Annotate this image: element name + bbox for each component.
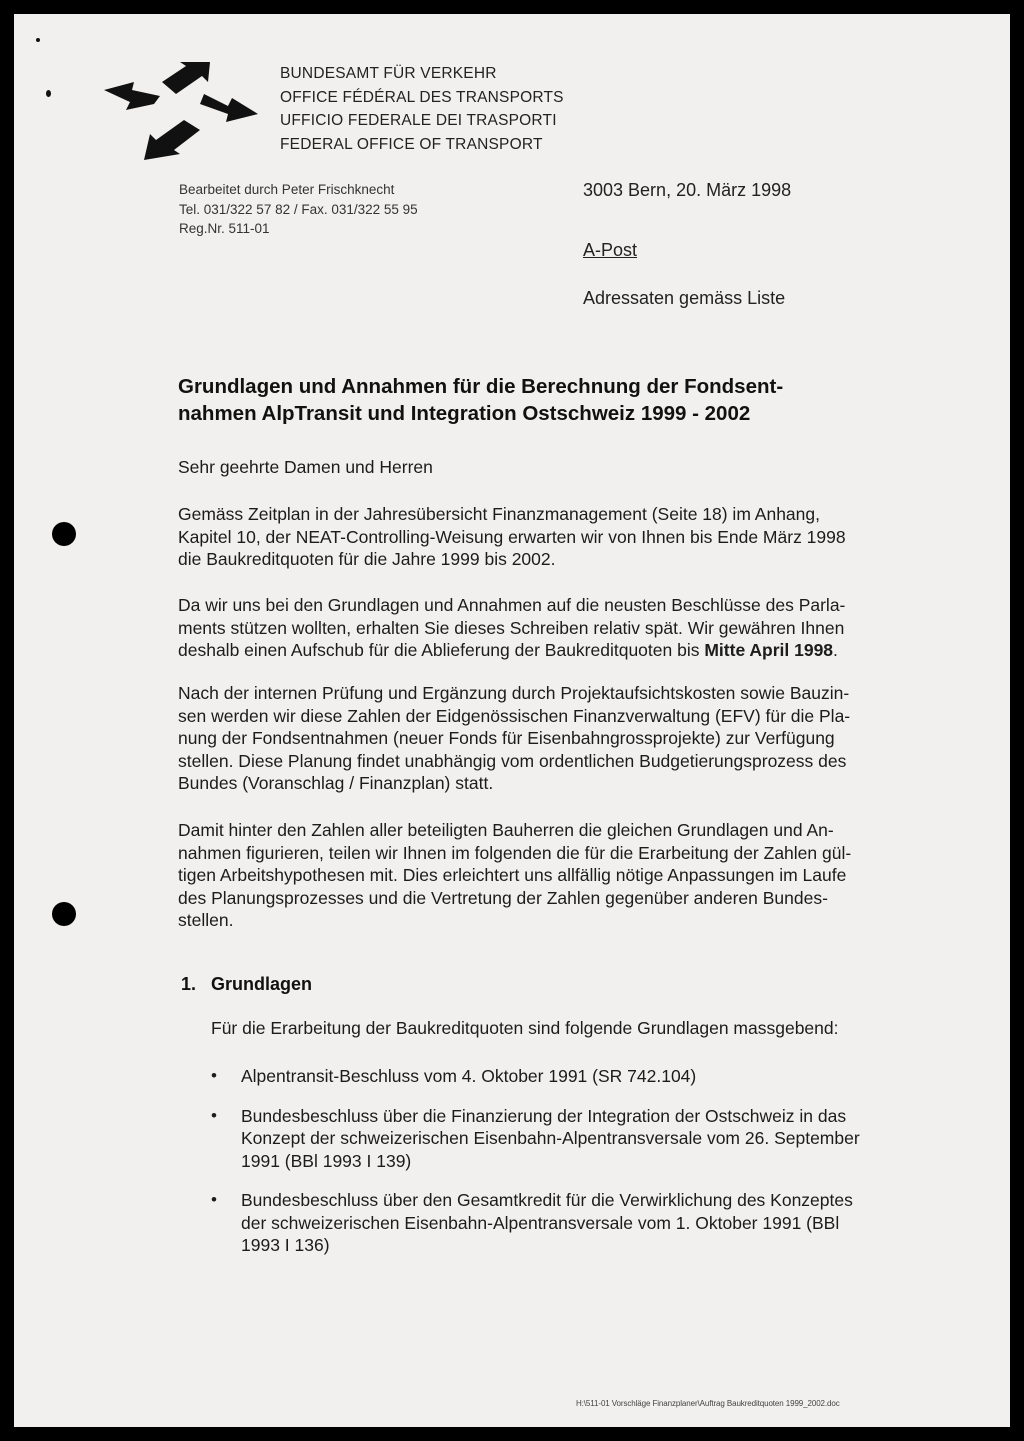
text-line: tigen Arbeitshypothesen mit. Dies erleichtert uns allfällig nötige Anpassungen im Laufe bbox=[178, 865, 847, 885]
text-line: ments stützen wollten, erhalten Sie dieses Schreiben relativ spät. Wir gewähren Ihnen bbox=[178, 617, 845, 638]
text-line bbox=[178, 639, 938, 662]
bullet-icon: • bbox=[211, 1066, 217, 1085]
text-line: Da wir uns bei den Grundlagen und Annahmen auf die neusten Beschlüsse des Parla- bbox=[178, 595, 846, 615]
text-line: nung der Fondsentnahmen (neuer Fonds für Eisenbahngrossprojekte) zur Verfügung bbox=[178, 728, 835, 748]
file-path-footer: H:\511-01 Vorschläge Finanzplaner\Auftrag Baukreditquoten 1999_2002.doc bbox=[576, 1399, 840, 1408]
org-line-it: UFFICIO FEDERALE DEI TRASPORTI bbox=[280, 112, 557, 129]
text-line: Alpentransit-Beschluss vom 4. Oktober 1991 (SR 742.104) bbox=[241, 1066, 697, 1086]
text-line: Bundesbeschluss über den Gesamtkredit für die Verwirklichung des Konzeptes bbox=[241, 1190, 853, 1210]
list-item bbox=[208, 1189, 938, 1257]
text-line: sen werden wir diese Zahlen der Eidgenössischen Finanzverwaltung (EFV) für die Pla- bbox=[178, 705, 851, 726]
subject-line-1: Grundlagen und Annahmen für die Berechnung der Fondsent- bbox=[178, 375, 784, 398]
text-line: Damit hinter den Zahlen aller beteiligten Bauherren die gleichen Grundlagen und An- bbox=[178, 820, 834, 840]
org-line-fr: OFFICE FÉDÉRAL DES TRANSPORTS bbox=[280, 88, 564, 106]
organization-name bbox=[280, 62, 564, 156]
bullet-icon: • bbox=[211, 1190, 217, 1209]
bullet-icon: • bbox=[211, 1105, 217, 1125]
section-title: Grundlagen bbox=[211, 974, 313, 994]
text-line: Nach der internen Prüfung und Ergänzung durch Projektaufsichtskosten sowie Bauzin- bbox=[178, 683, 850, 703]
date-line: 3003 Bern, 20. März 1998 bbox=[583, 180, 792, 200]
text-line: der schweizerischen Eisenbahn-Alpentransversale vom 1. Oktober 1991 (BBl bbox=[241, 1212, 840, 1233]
document-page bbox=[14, 14, 1010, 1427]
text-segment: . bbox=[833, 640, 838, 660]
section-number: 1. bbox=[181, 974, 197, 994]
recipients: Adressaten gemäss Liste bbox=[583, 288, 786, 308]
subject-heading bbox=[178, 373, 918, 427]
text-line: Gemäss Zeitplan in der Jahresübersicht Finanzmanagement (Seite 18) im Anhang, bbox=[178, 504, 820, 524]
paragraph-3 bbox=[178, 682, 938, 795]
handled-by: Bearbeitet durch Peter Frischknecht bbox=[179, 182, 395, 197]
text-line: die Baukreditquoten für die Jahre 1999 bis 2002. bbox=[178, 549, 556, 569]
org-line-en: FEDERAL OFFICE OF TRANSPORT bbox=[280, 135, 543, 153]
text-line: Bundesbeschluss über die Finanzierung der Integration der Ostschweiz in das bbox=[241, 1105, 847, 1126]
section-1-heading bbox=[181, 974, 312, 995]
section-1-intro: Für die Erarbeitung der Baukreditquoten sind folgende Grundlagen massgebend: bbox=[211, 1018, 839, 1038]
subject-line-2: nahmen AlpTransit und Integration Ostschweiz 1999 - 2002 bbox=[178, 402, 751, 425]
deadline-highlight: Mitte April 1998 bbox=[704, 640, 834, 660]
salutation: Sehr geehrte Damen und Herren bbox=[178, 457, 433, 477]
list-item bbox=[208, 1065, 938, 1088]
text-segment: deshalb einen Aufschub für die Ablieferung der Baukreditquoten bis bbox=[178, 640, 705, 660]
paragraph-4 bbox=[178, 819, 938, 932]
text-line: nahmen figurieren, teilen wir Ihnen im folgenden die für die Erarbeitung der Zahlen gül- bbox=[178, 842, 852, 863]
text-line: des Planungsprozesses und die Vertretung der Zahlen gegenüber anderen Bundes- bbox=[178, 887, 828, 908]
sender-block bbox=[179, 180, 418, 239]
text-line: Bundes (Voranschlag / Finanzplan) statt. bbox=[178, 773, 494, 793]
text-line: 1991 (BBl 1993 I 139) bbox=[241, 1150, 412, 1171]
punch-hole-bottom bbox=[52, 902, 76, 926]
text-line: 1993 I 136) bbox=[241, 1235, 330, 1255]
org-line-de: BUNDESAMT FÜR VERKEHR bbox=[280, 65, 497, 82]
text-line: Kapitel 10, der NEAT-Controlling-Weisung erwarten wir von Ihnen bis Ende März 1998 bbox=[178, 526, 846, 547]
scan-speck bbox=[46, 90, 51, 97]
four-arrows-logo bbox=[104, 60, 274, 172]
post-type: A-Post bbox=[583, 240, 638, 260]
text-line: stellen. bbox=[178, 910, 234, 930]
paragraph-1 bbox=[178, 503, 938, 571]
reg-number: Reg.Nr. 511-01 bbox=[179, 221, 270, 236]
text-line: Konzept der schweizerischen Eisenbahn-Alpentransversale vom 26. September bbox=[241, 1128, 860, 1148]
punch-hole-top bbox=[52, 522, 76, 546]
scan-speck bbox=[36, 38, 40, 42]
phone-fax: Tel. 031/322 57 82 / Fax. 031/322 55 95 bbox=[179, 201, 418, 217]
bullet-list bbox=[208, 1065, 938, 1274]
text-line: stellen. Diese Planung findet unabhängig vom ordentlichen Budgetierungsprozess des bbox=[178, 750, 847, 771]
paragraph-2 bbox=[178, 594, 938, 662]
list-item bbox=[208, 1105, 938, 1173]
